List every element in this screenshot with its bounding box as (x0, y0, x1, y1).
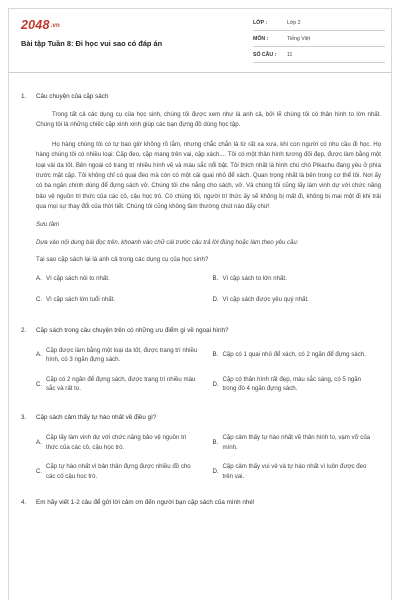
meta-info (253, 15, 385, 63)
logo-text: 2048 (21, 18, 50, 32)
option-letter: C. (36, 468, 43, 476)
option-letter: D. (212, 296, 219, 304)
option-letter: A. (36, 438, 42, 446)
answer-options (21, 433, 381, 481)
option-letter: C. (36, 296, 43, 304)
option-letter: A. (36, 275, 42, 283)
meta-row-count (253, 47, 385, 63)
option-text: Cặp có thân hình rất đẹp, màu sắc sáng, có 5 ngăn trong đó 4 ngăn đựng sách. (222, 375, 362, 393)
meta-value: 11 (287, 51, 293, 58)
option-text: Cặp cảm thấy tự hào nhất về thân hình to, vạm vỡ của mình. (222, 434, 371, 451)
worksheet-page (8, 8, 392, 600)
option-letter: B. (212, 351, 219, 359)
page-title: Bài tập Tuần 8: Đi học vui sao có đáp án (21, 39, 163, 48)
option-text: Cặp cảm thấy vui vẻ và tự hào nhất vì luôn được đeo trên vai. (222, 463, 367, 480)
question-number: 4. (21, 499, 27, 507)
option-text: Vì cặp sách to lớn nhất. (222, 275, 287, 283)
option-text: Vì cặp sách được yêu quý nhất. (222, 296, 309, 304)
answer-option-b[interactable] (213, 433, 382, 452)
option-text: Vì cặp sách nói to nhất. (46, 275, 110, 283)
option-letter: A. (36, 351, 42, 359)
option-letter: D. (212, 380, 219, 388)
answer-option-c[interactable] (36, 462, 205, 481)
answer-option-d[interactable] (213, 375, 382, 394)
question-number: 3. (21, 414, 27, 422)
worksheet-content (9, 73, 392, 506)
answer-options (21, 274, 381, 304)
answer-option-a[interactable] (36, 433, 205, 452)
option-text: Cặp có 1 quai nhỏ để xách, có 2 ngăn để đựng sách. (222, 351, 366, 359)
option-text: Cặp có 2 ngăn để đựng sách, được trang trí nhiều màu sắc và rất to. (46, 375, 196, 393)
site-logo[interactable] (21, 18, 60, 32)
question-number: 1. (21, 93, 27, 100)
question-number: 2. (21, 326, 27, 334)
question-prompt: Tại sao cặp sách lại là anh cả trong các dụng cụ của học sinh? (36, 256, 209, 264)
option-text: Cặp được làm bằng một loại da tốt, được trang trí nhiều hình, có 3 ngăn đựng sách. (46, 346, 198, 364)
answer-option-c[interactable] (36, 375, 205, 394)
question-heading (21, 93, 381, 100)
question-2 (21, 327, 381, 394)
meta-label: MÔN : (253, 35, 269, 42)
instruction-text: Dựa vào nội dung bài đọc trên, khoanh vào chữ cái trước câu trả lời đúng hoặc làm theo yêu cầu: (36, 239, 299, 247)
meta-label: LỚP : (253, 19, 268, 26)
option-text: Vì cặp sách lớn tuổi nhất. (46, 296, 116, 304)
option-text: Cặp tự hào nhất vì bản thân đựng được nhiều đồ cho các cô cậu học trò. (46, 463, 191, 480)
meta-value: Lớp 2 (287, 19, 301, 26)
meta-row-class (253, 15, 385, 31)
answer-options (21, 346, 381, 394)
answer-option-a[interactable] (36, 346, 205, 365)
option-letter: C. (36, 380, 43, 388)
question-3 (21, 414, 381, 481)
answer-option-a[interactable] (36, 274, 205, 284)
option-letter: B. (212, 275, 219, 283)
answer-option-d[interactable] (213, 462, 382, 481)
source-note: Sưu tầm (36, 220, 60, 228)
question-title: Cặp sách trong câu chuyện trên có những ưu điểm gì về ngoại hình? (36, 326, 229, 334)
worksheet-header (9, 9, 392, 73)
question-heading (21, 499, 381, 506)
answer-option-d[interactable] (213, 295, 382, 305)
answer-option-b[interactable] (213, 346, 382, 365)
reading-paragraph: Họ hàng chúng tôi có tự bao giờ không rõ lắm, nhưng chắc chắn là từ rất xa xưa, khi con người có nhu cầu đi học. Họ hàng chúng tôi có nhiều loại: Cặp đeo, cặp mang trên vai, cặp xách.... Tôi có một thân hình tương đối đẹp, được làm bằng một loại vải da tốt. Bên ngoài có trang trí nhiều hình vẽ và màu sắc nổi bật. Tôi thích nhất là hình chú chó Pikachu đang yêu ở phía trước mặt cặp. Tôi không chỉ có quai đeo mà còn có một cái quai nhỏ để xách. Quan trọng nhất là bên trong cơ thể tôi. Nơi ấy có ba ngăn chính dùng để đựng sách vở. Chúng tôi che nắng cho sách, vở. Và chúng tôi cũng lấy làm vinh dự với chức năng bảo vệ nguồn tri thức của các cô, cậu học trò. Có chúng tôi, người trí thức ấy sẽ không bị mất đi, không bị mai một đi khi trải qua mọi sự thay đổi của thời tiết. Chúng tôi cũng không tầm thường chút nào đấy chứ! (36, 140, 381, 211)
option-letter: B. (212, 438, 219, 446)
option-text: Cặp lấy làm vinh dự với chức năng bảo vệ nguồn tri thức của các cô, cậu học trò. (46, 434, 187, 451)
reading-paragraph: Trong tất cả các dụng cụ của học sinh, chúng tôi được xem như là anh cả, bởi lẽ chúng tôi có thân hình to lớn nhất. Chúng tôi là những chiếc cặp xinh xinh giúp các bạn đựng đồ dùng học tập. (36, 111, 381, 129)
question-4 (21, 499, 381, 506)
question-title: Em hãy viết 1-2 câu để gửi lời cảm ơn đến người bạn cặp sách của mình nhé! (36, 499, 255, 507)
question-title: Câu chuyện của cặp sách (36, 93, 109, 100)
question-heading (21, 327, 381, 334)
question-1 (21, 93, 381, 305)
answer-option-c[interactable] (36, 295, 205, 305)
meta-value: Tiếng Việt (287, 35, 311, 42)
meta-row-subject (253, 31, 385, 47)
question-title: Cặp sách cảm thấy tự hào nhất về điều gì? (36, 414, 157, 422)
logo-suffix: .vn (50, 22, 60, 29)
question-heading (21, 414, 381, 421)
option-letter: D. (212, 468, 219, 476)
answer-option-b[interactable] (213, 274, 382, 284)
meta-label: SỐ CÂU : (253, 51, 277, 58)
